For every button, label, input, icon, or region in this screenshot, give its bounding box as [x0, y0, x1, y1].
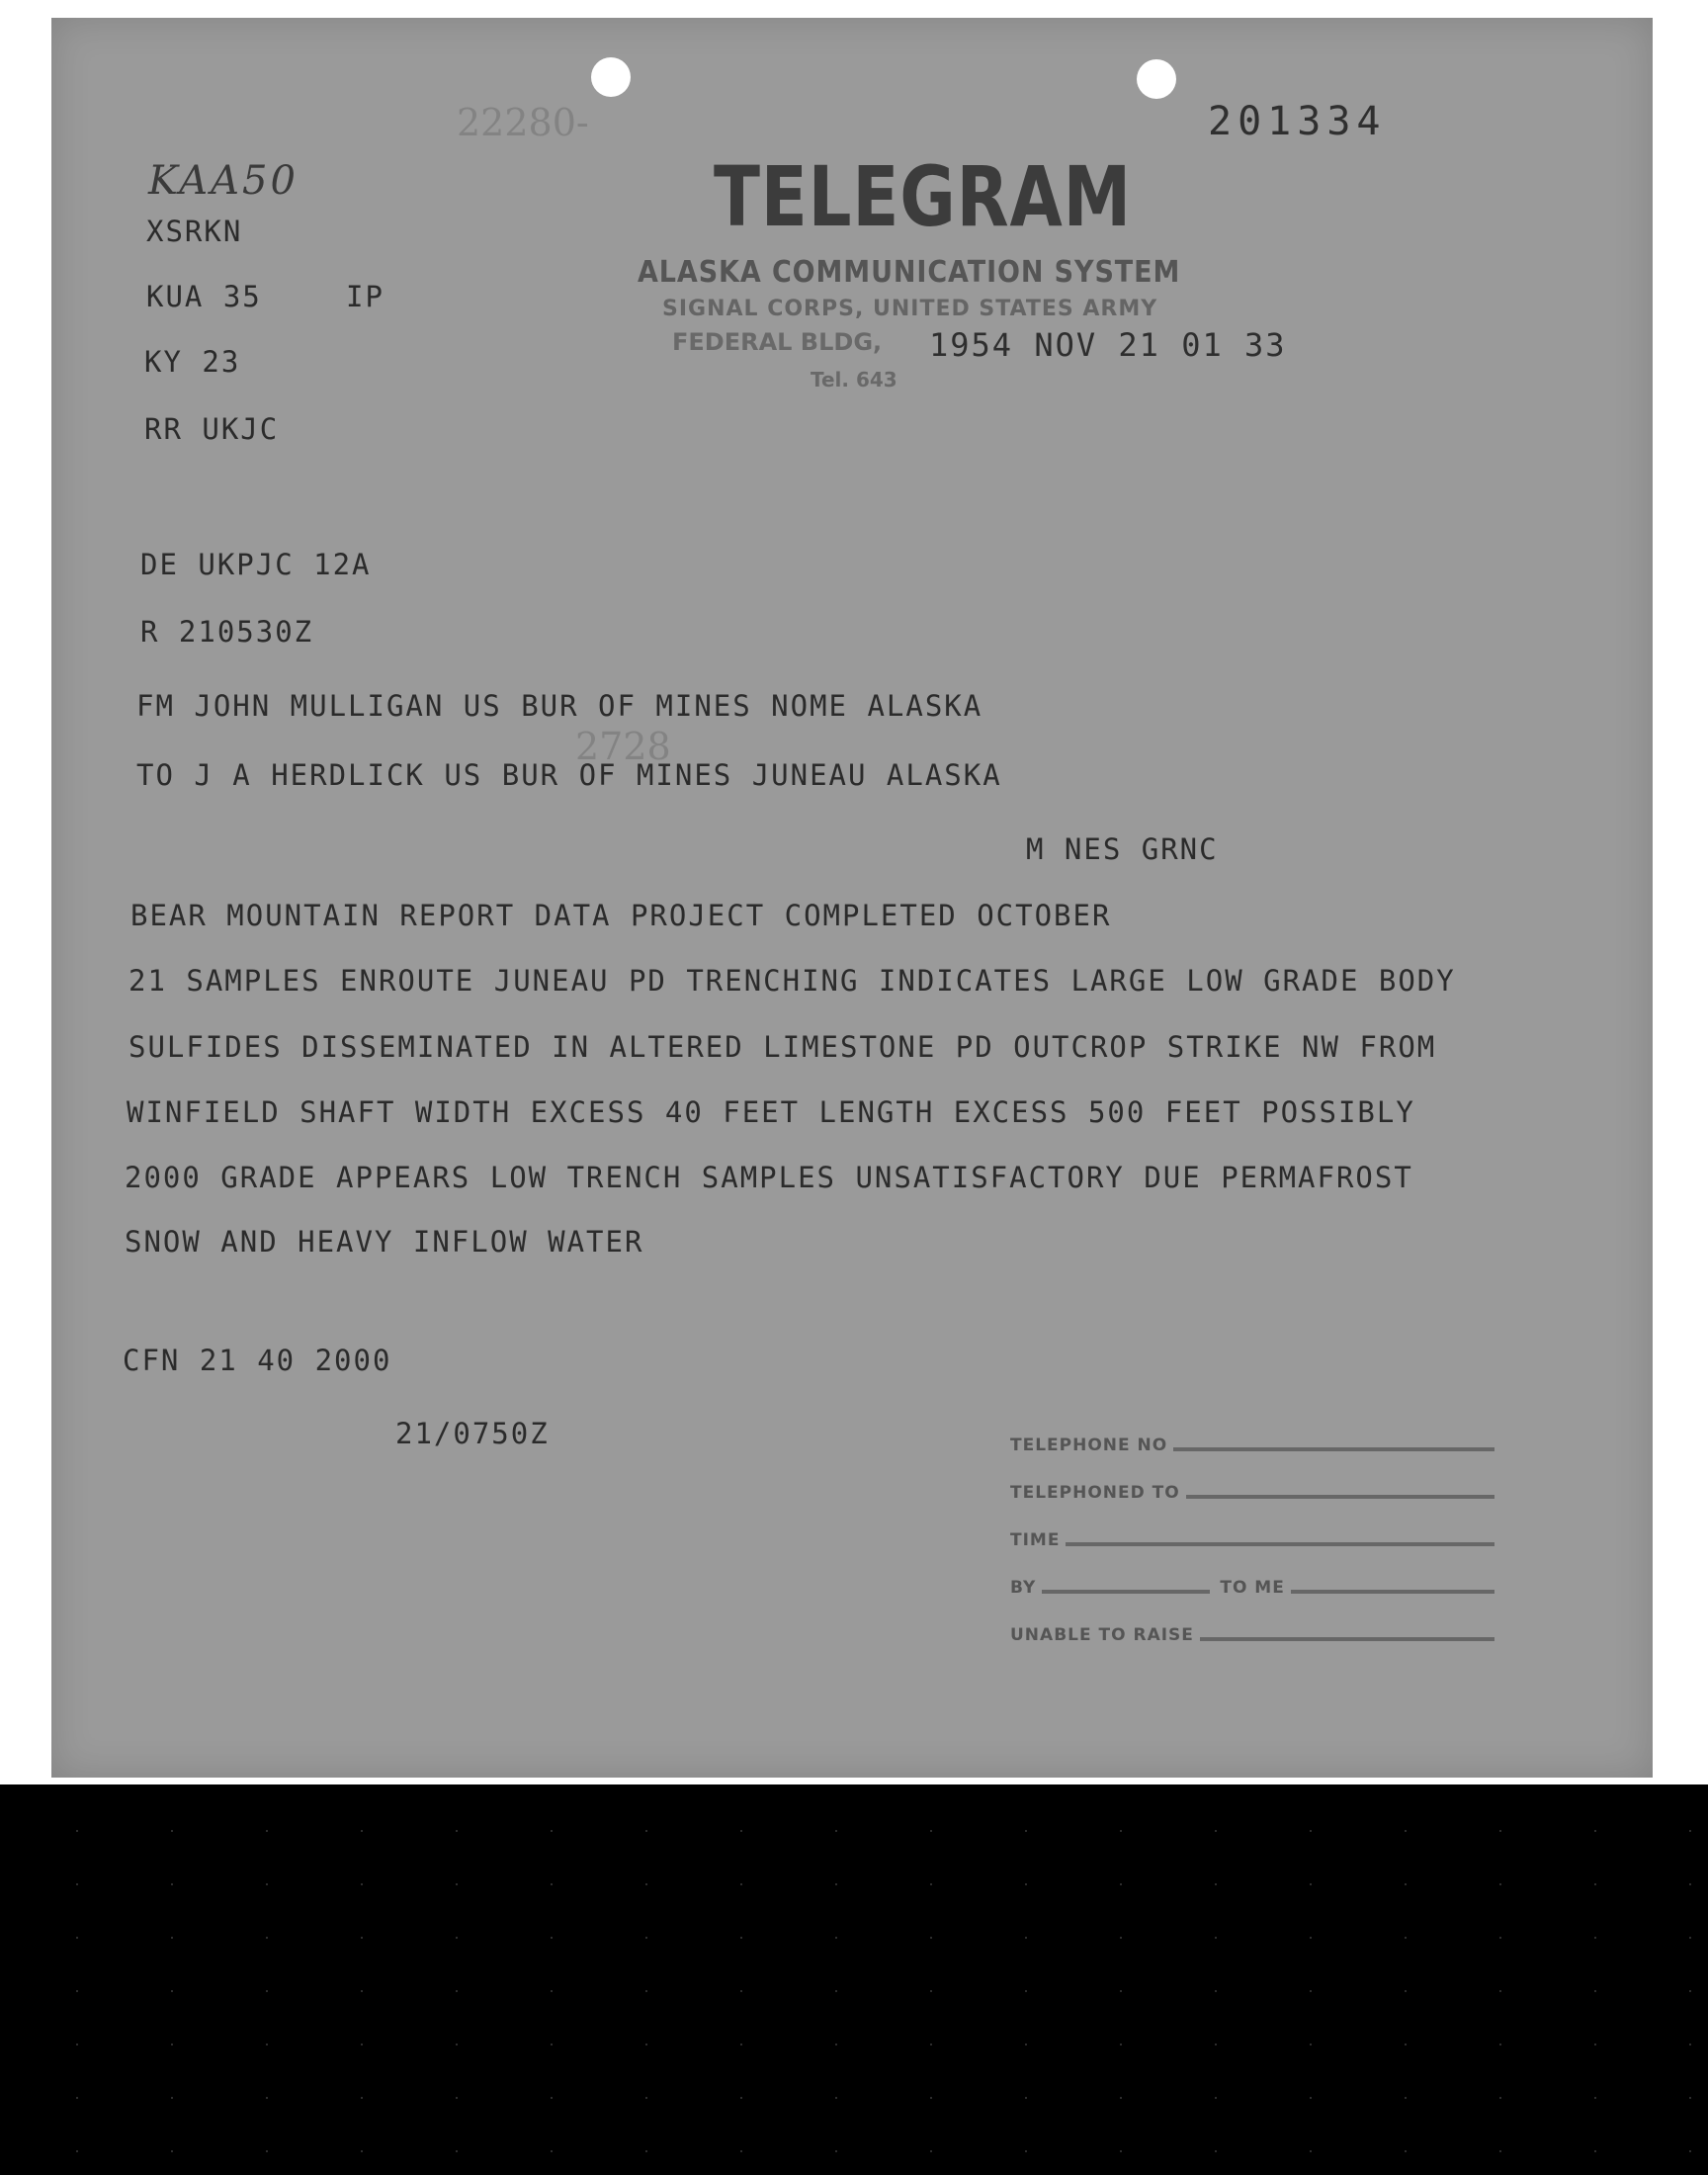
- form-label: TO ME: [1220, 1578, 1285, 1598]
- routing-line: DE UKPJC 12A: [140, 548, 372, 581]
- header-line: XSRKN: [146, 215, 243, 248]
- body-line: 21 SAMPLES ENROUTE JUNEAU PD TRENCHING INDICATES LARGE LOW GRADE BODY: [128, 964, 1456, 998]
- handwritten-code: KAA50: [148, 158, 299, 204]
- form-label: BY: [1010, 1578, 1037, 1598]
- form-row-telephoned-to: [1010, 1473, 1494, 1503]
- punch-hole: [1137, 59, 1176, 99]
- body-line: SULFIDES DISSEMINATED IN ALTERED LIMESTONE PD OUTCROP STRIKE NW FROM: [128, 1030, 1437, 1064]
- faint-top-number: 22280-: [457, 101, 589, 144]
- serial-number: 201334: [1208, 99, 1387, 144]
- punch-hole: [591, 57, 631, 97]
- body-line: SNOW AND HEAVY INFLOW WATER: [125, 1225, 644, 1259]
- routing-line: R 210530Z: [140, 615, 314, 649]
- form-label: TIME: [1010, 1530, 1061, 1550]
- form-blank-line: [1291, 1590, 1494, 1594]
- header-line: KUA 35: [146, 280, 262, 313]
- form-label: UNABLE TO RAISE: [1010, 1625, 1194, 1645]
- form-row-unable-to-raise: [1010, 1615, 1494, 1645]
- form-blank-line: [1066, 1542, 1494, 1546]
- scanner-background: [0, 1784, 1708, 2175]
- form-blank-line: [1173, 1447, 1494, 1451]
- stamp-organization: ALASKA COMMUNICATION SYSTEM: [638, 255, 1181, 290]
- check-line: CFN 21 40 2000: [123, 1344, 392, 1377]
- header-line: RR UKJC: [144, 412, 280, 446]
- stamp-building: FEDERAL BLDG,: [672, 328, 883, 356]
- reference-line: M NES GRNC: [1026, 832, 1219, 866]
- form-row-by: [1010, 1568, 1494, 1598]
- body-line: 2000 GRADE APPEARS LOW TRENCH SAMPLES UNSATISFACTORY DUE PERMAFROST: [125, 1161, 1413, 1194]
- form-row-telephone-no: [1010, 1426, 1494, 1455]
- filed-time: 21/0750Z: [395, 1417, 550, 1450]
- to-line: TO J A HERDLICK US BUR OF MINES JUNEAU ALASKA: [136, 758, 1002, 792]
- delivery-form: [1010, 1426, 1494, 1653]
- stamp-title: TELEGRAM: [714, 148, 1132, 245]
- from-line: FM JOHN MULLIGAN US BUR OF MINES NOME ALASKA: [136, 689, 983, 723]
- header-line: KY 23: [144, 345, 241, 379]
- body-line: WINFIELD SHAFT WIDTH EXCESS 40 FEET LENGTH EXCESS 500 FEET POSSIBLY: [127, 1095, 1415, 1129]
- received-datetime: 1954 NOV 21 01 33: [929, 326, 1287, 364]
- form-blank-line: [1200, 1637, 1494, 1641]
- stamp-telephone: Tel. 643: [811, 368, 897, 392]
- header-line: IP: [346, 280, 384, 313]
- form-row-time: [1010, 1521, 1494, 1550]
- form-label: TELEPHONED TO: [1010, 1483, 1180, 1503]
- form-blank-line: [1186, 1495, 1494, 1499]
- stamp-unit: SIGNAL CORPS, UNITED STATES ARMY: [662, 297, 1158, 321]
- faint-overprint-number: 2728: [575, 725, 671, 768]
- form-label: TELEPHONE NO: [1010, 1436, 1168, 1455]
- form-blank-line: [1042, 1590, 1210, 1594]
- body-line: BEAR MOUNTAIN REPORT DATA PROJECT COMPLETED OCTOBER: [130, 899, 1112, 932]
